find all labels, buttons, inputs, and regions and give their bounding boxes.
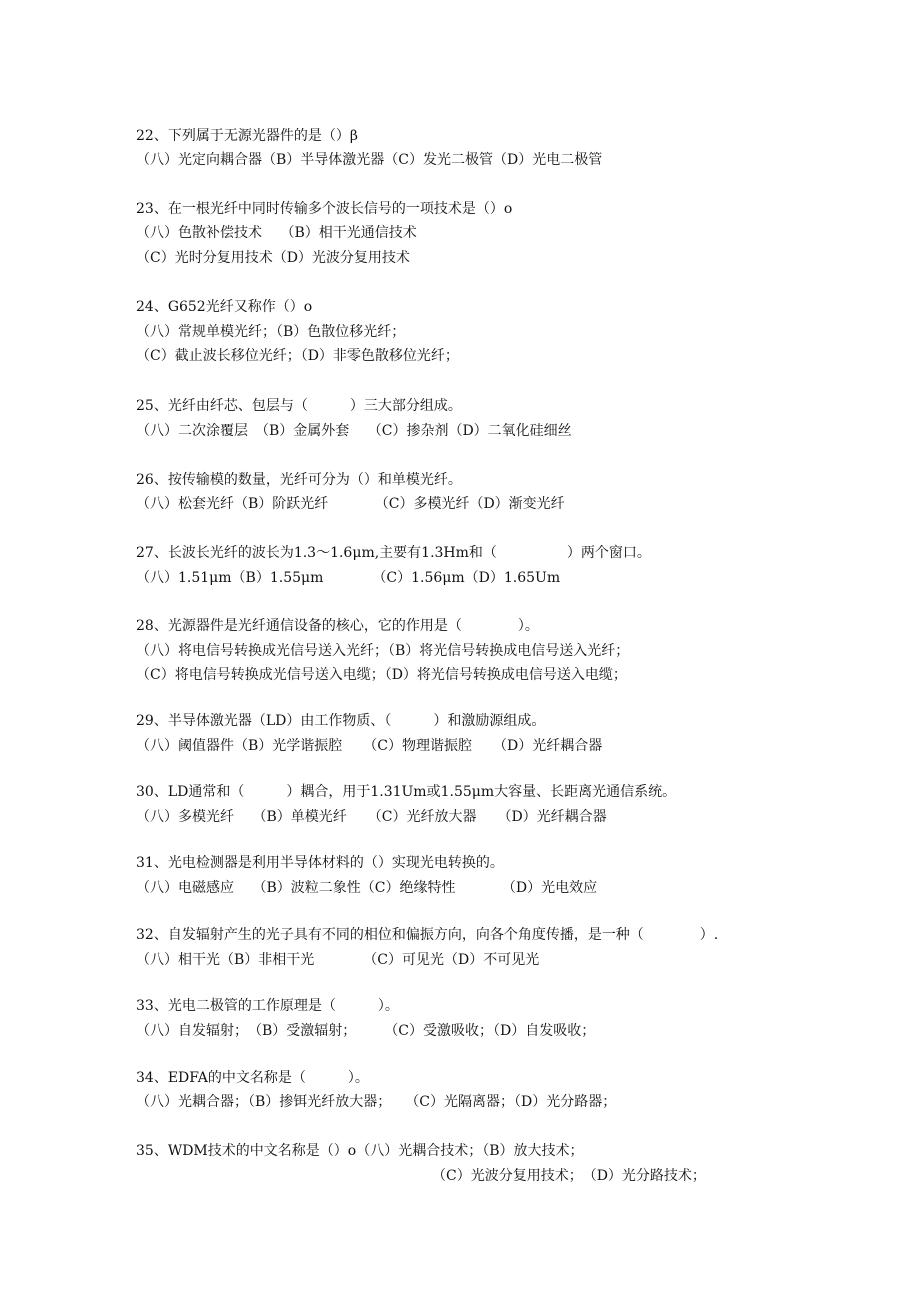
answer-options: （C）将电信号转换成光信号送入电缆；（D）将光信号转换成电信号送入电缆； xyxy=(136,667,627,683)
question-stem: 27、长波长光纤的波长为1.3～1.6μm,主要有1.3Hm和（ ）两个窗口。 xyxy=(136,545,651,561)
question-stem: 25、光纤由纤芯、包层与（ ）三大部分组成。 xyxy=(136,398,462,414)
question-stem: 24、G652光纤又称作（）o xyxy=(136,299,313,315)
question-stem: 23、在一根光纤中同时传输多个波长信号的一项技术是（）o xyxy=(136,201,513,217)
question-stem: 33、光电二极管的工作原理是（ ）。 xyxy=(136,998,399,1014)
answer-options: （八）阈值器件（B）光学谐振腔 （C）物理谐振腔 （D）光纤耦合器 xyxy=(136,738,603,754)
question-stem: 30、LD通常和（ ）耦合，用于1.31Um或1.55μm大容量、长距离光通信系统。 xyxy=(136,784,677,800)
question-stem: 35、WDM技术的中文名称是（）o（八）光耦合技术；（B）放大技术； xyxy=(136,1143,584,1159)
question-stem: 29、半导体激光器（LD）由工作物质、（ ）和激励源组成。 xyxy=(136,713,546,729)
question-stem: 26、按传输模的数量，光纤可分为（）和单模光纤。 xyxy=(136,472,462,488)
question-stem: 34、EDFA的中文名称是（ ）。 xyxy=(136,1070,369,1086)
answer-options: （八）相干光（B）非相干光 （C）可见光（D）不可见光 xyxy=(136,952,540,968)
answer-options: （八）色散补偿技术 （B）相干光通信技术 xyxy=(136,225,417,241)
answer-options: （C）截止波长移位光纤；（D）非零色散移位光纤； xyxy=(136,348,459,364)
question-stem: 22、下列属于无源光器件的是（）β xyxy=(136,128,358,144)
answer-options: （八）多模光纤 （B）单模光纤 （C）光纤放大器 （D）光纤耦合器 xyxy=(136,809,607,825)
answer-options: （八）将电信号转换成光信号送入光纤；（B）将光信号转换成电信号送入光纤； xyxy=(136,643,630,659)
question-stem: 32、自发辐射产生的光子具有不同的相位和偏振方向，向各个角度传播，是一种（ ）. xyxy=(136,927,719,943)
answer-options: （八）电磁感应 （B）波粒二象性（C）绝缘特性 （D）光电效应 xyxy=(136,880,598,896)
answer-options: （八）1.51μm（B）1.55μm （C）1.56μm（D）1.65Um xyxy=(136,570,561,586)
answer-options: （C）光时分复用技术（D）光波分复用技术 xyxy=(136,250,410,266)
answer-options: （八）光耦合器；（B）掺铒光纤放大器； （C）光隔离器；（D）光分路器； xyxy=(136,1094,617,1110)
answer-options: （八）松套光纤（B）阶跃光纤 （C）多模光纤（D）渐变光纤 xyxy=(136,496,565,512)
answer-options: （八）常规单模光纤；（B）色散位移光纤； xyxy=(136,324,406,340)
answer-options: （C）光波分复用技术； （D）光分路技术； xyxy=(432,1168,706,1184)
question-stem: 31、光电检测器是利用半导体材料的（）实现光电转换的。 xyxy=(136,855,504,871)
answer-options: （八）二次涂覆层 （B）金属外套 （C）掺杂剂（D）二氧化硅细丝 xyxy=(136,423,572,439)
answer-options: （八）自发辐射； （B）受激辐射； （C）受激吸收；（D）自发吸收； xyxy=(136,1023,596,1039)
question-stem: 28、光源器件是光纤通信设备的核心，它的作用是（ ）。 xyxy=(136,618,539,634)
answer-options: （八）光定向耦合器（B）半导体激光器（C）发光二极管（D）光电二极管 xyxy=(136,152,603,168)
